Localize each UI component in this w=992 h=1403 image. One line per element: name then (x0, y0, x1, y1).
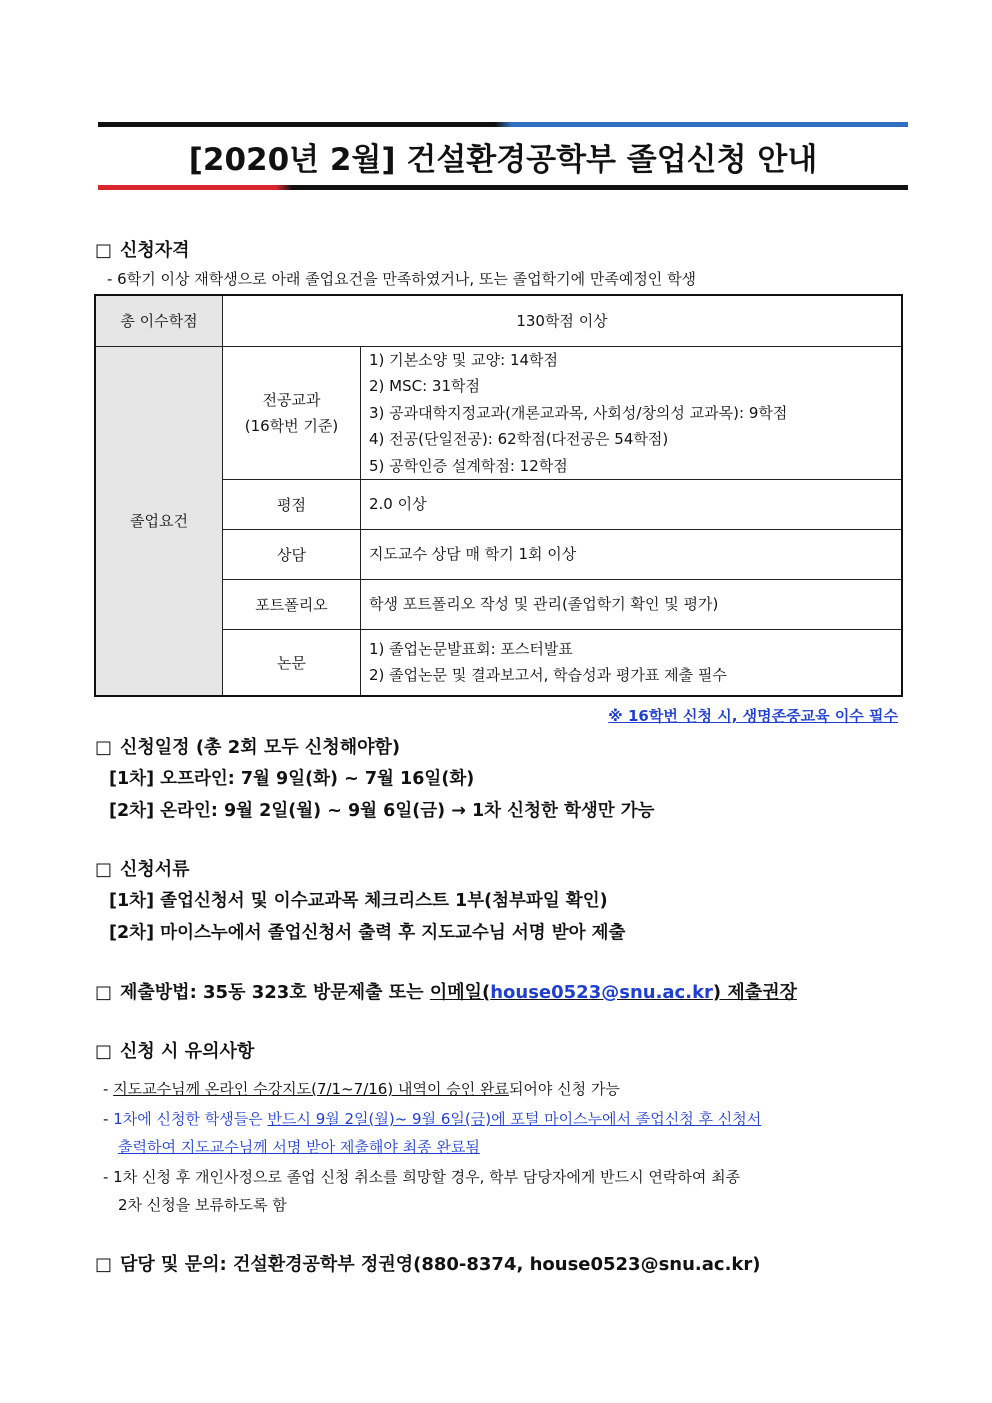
major-items (361, 346, 903, 480)
portfolio-value: 학생 포트폴리오 작성 및 관리(졸업학기 확인 및 평가) (361, 580, 903, 630)
gpa-label: 평점 (223, 480, 361, 530)
list-item: 1) 기본소양 및 교양: 14학점 (369, 350, 559, 369)
requirements-label: 졸업요건 (95, 346, 223, 696)
list-item: 5) 공학인증 설계학점: 12학점 (369, 456, 568, 475)
schedule-heading-text: 신청일정 (총 2회 모두 신청해야함) (120, 737, 401, 758)
note-2-lead: 1차에 신청한 학생들은 (113, 1110, 268, 1128)
graduation-requirements-table (94, 294, 903, 697)
schedule-line-2: [2차] 온라인: 9월 2일(월) ~ 9월 6일(금) → 1차 신청한 학생만 가능 (109, 801, 655, 821)
title-top-rule (98, 122, 908, 127)
list-item: 4) 전공(단일전공): 62학점(다전공은 54학점) (369, 430, 669, 448)
documents-line-2: [2차] 마이스누에서 졸업신청서 출력 후 지도교수님 서명 받아 제출 (109, 923, 626, 943)
counsel-value: 지도교수 상담 매 학기 1회 이상 (361, 530, 903, 580)
thesis-items (361, 630, 903, 696)
note-2 (103, 1108, 761, 1129)
notes-heading (95, 1037, 254, 1063)
schedule-heading (95, 733, 400, 759)
list-item: 2) 졸업논문 및 결과보고서, 학습성과 평가표 제출 필수 (369, 666, 727, 685)
note-3: - 1차 신청 후 개인사정으로 졸업 신청 취소를 희망할 경우, 학부 담당자에게 반드시 연락하여 최종 (103, 1168, 741, 1186)
submission-line (95, 978, 797, 1004)
major-label-line2: (16학번 기준) (244, 416, 339, 435)
table-row (95, 295, 902, 346)
notes-heading-text: 신청 시 유의사항 (120, 1041, 255, 1062)
documents-line-1: [1차] 졸업신청서 및 이수교과목 체크리스트 1부(첨부파일 확인) (109, 891, 608, 911)
note-dash: - (103, 1080, 114, 1098)
table-row (95, 346, 902, 480)
title-block (98, 122, 908, 190)
table-note: ※ 16학번 신청 시, 생명존중교육 이수 필수 (608, 707, 898, 725)
submission-suffix: ) 제출권장 (712, 982, 797, 1003)
page-title: [2020년 2월] 건설환경공학부 졸업신청 안내 (188, 142, 818, 178)
submission-email-link[interactable] (430, 982, 797, 1003)
schedule-line-1: [1차] 오프라인: 7월 9일(화) ~ 7월 16일(화) (109, 769, 475, 789)
contact-line (95, 1250, 761, 1276)
email-address: house0523@snu.ac.kr (490, 982, 713, 1003)
total-credits-value: 130학점 이상 (223, 295, 903, 346)
title-bottom-rule (98, 185, 908, 190)
documents-heading (95, 855, 190, 881)
checkbox-square-icon: □ (95, 859, 113, 880)
eligibility-heading (95, 236, 190, 262)
checkbox-square-icon: □ (95, 240, 113, 261)
note-1-underlined: 지도교수님께 온라인 수강지도(7/1~7/16) 내역이 승인 완료 (113, 1080, 509, 1098)
gpa-value: 2.0 이상 (361, 480, 903, 530)
list-item: 3) 공과대학지정교과(개론교과목, 사회성/창의성 교과목): 9학점 (369, 403, 788, 422)
contact-text: 담당 및 문의: 건설환경공학부 정권영(880-8374, house0523@snu.ac.kr) (120, 1254, 761, 1275)
note-2-underlined: 반드시 9월 2일(월)~ 9월 6일(금)에 포털 마이스누에서 졸업신청 후 신청서 (267, 1110, 762, 1128)
total-credits-label: 총 이수학점 (95, 295, 223, 346)
note-dash: - (103, 1110, 114, 1128)
documents-heading-text: 신청서류 (120, 859, 190, 880)
major-label (223, 346, 361, 480)
list-item: 2) MSC: 31학점 (369, 377, 480, 395)
submission-prefix: 제출방법: 35동 323호 방문제출 또는 (120, 982, 430, 1003)
list-item: 1) 졸업논문발표회: 포스터발표 (369, 639, 573, 658)
note-1 (103, 1078, 620, 1099)
major-label-line1: 전공교과 (262, 390, 321, 409)
checkbox-square-icon: □ (95, 1041, 113, 1062)
note-3-cont: 2차 신청을 보류하도록 함 (118, 1196, 287, 1214)
eligibility-desc: - 6학기 이상 재학생으로 아래 졸업요건을 만족하였거나, 또는 졸업학기에 만족예정인 학생 (107, 270, 697, 288)
email-label: 이메일( (429, 982, 491, 1003)
note-1-rest: 되어야 신청 가능 (508, 1080, 620, 1098)
portfolio-label: 포트폴리오 (223, 580, 361, 630)
checkbox-square-icon: □ (95, 982, 113, 1003)
counsel-label: 상담 (223, 530, 361, 580)
note-2-cont: 출력하여 지도교수님께 서명 받아 제출해야 최종 완료됨 (118, 1138, 480, 1156)
checkbox-square-icon: □ (95, 737, 113, 758)
eligibility-heading-text: 신청자격 (120, 240, 190, 261)
thesis-label: 논문 (223, 630, 361, 696)
checkbox-square-icon: □ (95, 1254, 113, 1275)
